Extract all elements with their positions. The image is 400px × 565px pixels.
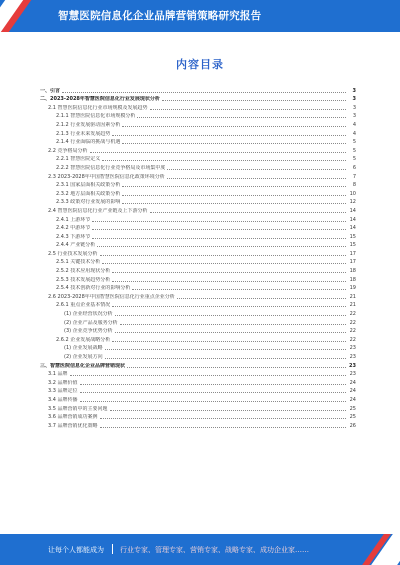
toc-entry[interactable] xyxy=(40,111,356,120)
toc-leader-dots xyxy=(132,289,346,290)
toc-leader-dots xyxy=(120,324,346,325)
toc-leader-dots xyxy=(167,169,346,170)
toc-leader-dots xyxy=(112,135,346,136)
toc-leader-dots xyxy=(150,212,346,213)
toc-entry-title: 二、2023-2028年智慧医院信息化行业发展现状分析 xyxy=(40,96,160,103)
toc-heading: 内容目录 xyxy=(176,58,224,71)
toc-entry[interactable] xyxy=(40,317,356,326)
toc-entry-title: 2.6 2023-2028年中国智慧医院信息化行业重点企业分析 xyxy=(48,293,175,300)
toc-leader-dots xyxy=(102,263,346,264)
toc-leader-dots xyxy=(92,238,346,239)
toc-entry-title: (1) 企业发展战略 xyxy=(64,345,103,352)
toc-entry[interactable] xyxy=(40,119,356,128)
toc-entry[interactable] xyxy=(40,205,356,214)
toc-entry-title: 2.4.1 上游环节 xyxy=(56,216,91,223)
toc-leader-dots xyxy=(122,186,346,187)
toc-entry-title: 2.5.1 关键技术分析 xyxy=(56,259,101,266)
toc-entry[interactable] xyxy=(40,248,356,257)
toc-leader-dots xyxy=(105,349,346,350)
toc-page-number: 3 xyxy=(352,87,356,94)
toc-entry[interactable] xyxy=(40,85,356,94)
toc-leader-dots xyxy=(92,229,346,230)
toc-entry[interactable] xyxy=(40,128,356,137)
toc-page-number: 10 xyxy=(349,190,356,197)
toc-entry-title: 2.5.3 技术发展趋势分析 xyxy=(56,276,111,283)
toc-leader-dots xyxy=(177,298,346,299)
toc-leader-dots xyxy=(137,117,346,118)
toc-leader-dots xyxy=(80,384,346,385)
toc-entry-title: 2.6.2 企业发展战略分析 xyxy=(56,336,111,343)
toc-entry-title: 2.6.1 重点企业基本情况 xyxy=(56,302,111,309)
toc-leader-dots xyxy=(100,255,346,256)
toc-entry-title: 3.6 品牌营销成功案例 xyxy=(48,414,98,421)
toc-page-number: 6 xyxy=(352,164,356,171)
toc-entry-title: 2.3.2 地方层面相关政策分析 xyxy=(56,190,121,197)
toc-entry-title: 2.4.3 下游环节 xyxy=(56,233,91,240)
toc-entry[interactable] xyxy=(40,231,356,240)
toc-entry-title: 2.4.2 中游环节 xyxy=(56,225,91,232)
toc-entry-title: 2.4.4 产业链分析 xyxy=(56,242,96,249)
toc-leader-dots xyxy=(100,427,346,428)
toc-entry-title: 3.4 品牌传播 xyxy=(48,396,78,403)
toc-entry-title: 2.1.3 行业未来发展趋势 xyxy=(56,130,111,137)
toc-leader-dots xyxy=(70,375,346,376)
toc-entry-title: 2.1.1 智慧医院信息化市场规模分析 xyxy=(56,113,136,120)
toc-page-number: 3 xyxy=(352,104,356,111)
toc-page-number: 21 xyxy=(349,293,356,300)
footer-roles: 行业专家、管理专家、营销专家、战略专家、成功企业家…… xyxy=(120,546,309,554)
toc-page-number: 23 xyxy=(349,362,356,369)
toc-page-number: 14 xyxy=(349,207,356,214)
toc-entry-title: 2.2.2 智慧医院信息化行业竞争格局及市场集中度 xyxy=(56,164,166,171)
report-header xyxy=(0,0,400,32)
toc-leader-dots xyxy=(105,358,346,359)
toc-page-number: 15 xyxy=(349,233,356,240)
toc-entry[interactable] xyxy=(40,240,356,249)
toc-leader-dots xyxy=(112,281,346,282)
toc-entry-title: 2.3 2023-2028年中国智慧医院信息化政策环境分析 xyxy=(48,173,165,180)
toc-entry[interactable] xyxy=(40,102,356,111)
toc-page-number: 22 xyxy=(349,311,356,318)
toc-entry-title: 2.2 竞争格局分析 xyxy=(48,147,88,154)
toc-page-number: 7 xyxy=(352,173,356,180)
toc-leader-dots xyxy=(122,203,346,204)
toc-entry[interactable] xyxy=(40,351,356,360)
toc-page-number: 19 xyxy=(349,285,356,292)
toc-entry[interactable] xyxy=(40,274,356,283)
toc-page-number: 22 xyxy=(349,319,356,326)
toc-entry[interactable] xyxy=(40,257,356,266)
toc-page-number: 26 xyxy=(349,422,356,429)
toc-entry[interactable] xyxy=(40,369,356,378)
toc-leader-dots xyxy=(110,410,346,411)
toc-leader-dots xyxy=(62,92,346,93)
toc-entry-title: 2.5.2 技术应用现状分析 xyxy=(56,268,111,275)
toc-entry-title: 2.1 智慧医院信息化行业市场规模及发展趋势 xyxy=(48,104,148,111)
toc-entry-title: 2.1.4 行业面临的挑战与机遇 xyxy=(56,139,121,146)
report-footer xyxy=(0,534,400,565)
toc-entry[interactable] xyxy=(40,154,356,163)
toc-page-number: 24 xyxy=(349,388,356,395)
toc-entry-title: 2.4 智慧医院信息化行业产业链及上下游分析 xyxy=(48,207,148,214)
toc-page-number: 22 xyxy=(349,336,356,343)
toc-leader-dots xyxy=(80,401,346,402)
toc-entry[interactable] xyxy=(40,308,356,317)
toc-entry[interactable] xyxy=(40,394,356,403)
toc-page-number: 15 xyxy=(349,242,356,249)
toc-entry-title: 3.3 品牌定位 xyxy=(48,388,78,395)
toc-leader-dots xyxy=(92,221,346,222)
toc-leader-dots xyxy=(122,126,346,127)
toc-entry[interactable] xyxy=(40,145,356,154)
toc-entry[interactable] xyxy=(40,386,356,395)
toc-entry[interactable] xyxy=(40,334,356,343)
toc-entry[interactable] xyxy=(40,197,356,206)
toc-leader-dots xyxy=(115,315,346,316)
toc-page-number: 17 xyxy=(349,250,356,257)
toc-page-number: 5 xyxy=(352,139,356,146)
toc-page-number: 3 xyxy=(352,113,356,120)
toc-entry[interactable] xyxy=(40,377,356,386)
toc-entry-title: 2.3.3 政策对行业发展的影响 xyxy=(56,199,121,206)
toc-entry[interactable] xyxy=(40,420,356,429)
toc-page-number: 14 xyxy=(349,216,356,223)
table-of-contents xyxy=(40,85,356,429)
toc-entry-title: 2.1.2 行业发展驱动因素分析 xyxy=(56,121,121,128)
toc-page-number: 24 xyxy=(349,396,356,403)
footer-slogan: 让每个人都能成为 xyxy=(48,546,104,554)
toc-leader-dots xyxy=(102,160,346,161)
toc-entry[interactable] xyxy=(40,300,356,309)
toc-entry[interactable] xyxy=(40,180,356,189)
toc-entry-title: 3.1 品牌 xyxy=(48,371,68,378)
toc-leader-dots xyxy=(80,392,346,393)
toc-entry[interactable] xyxy=(40,403,356,412)
toc-entry[interactable] xyxy=(40,188,356,197)
toc-entry-title: (1) 企业经营状况分析 xyxy=(64,311,113,318)
toc-entry[interactable] xyxy=(40,214,356,223)
toc-page-number: 5 xyxy=(352,156,356,163)
toc-entry-title: 3.7 品牌营销优化策略 xyxy=(48,422,98,429)
toc-page-number: 24 xyxy=(349,379,356,386)
toc-entry[interactable] xyxy=(40,94,356,103)
toc-leader-dots xyxy=(97,246,346,247)
toc-entry[interactable] xyxy=(40,162,356,171)
toc-page-number: 17 xyxy=(349,259,356,266)
toc-entry-title: (2) 企业产品及服务分析 xyxy=(64,319,118,326)
toc-leader-dots xyxy=(122,143,346,144)
toc-entry-title: 一、引言 xyxy=(40,87,61,94)
toc-page-number: 5 xyxy=(352,147,356,154)
toc-page-number: 21 xyxy=(349,302,356,309)
toc-entry[interactable] xyxy=(40,171,356,180)
toc-leader-dots xyxy=(112,306,346,307)
toc-entry[interactable] xyxy=(40,223,356,232)
toc-entry[interactable] xyxy=(40,137,356,146)
toc-entry-title: (3) 企业竞争优势分析 xyxy=(64,328,113,335)
toc-page-number: 23 xyxy=(349,354,356,360)
toc-entry[interactable] xyxy=(40,283,356,292)
toc-page-number: 18 xyxy=(349,268,356,275)
toc-page-number: 25 xyxy=(349,405,356,412)
toc-page-number: 23 xyxy=(349,345,356,352)
report-title: 智慧医院信息化企业品牌营销策略研究报告 xyxy=(58,10,262,22)
toc-entry[interactable] xyxy=(40,291,356,300)
toc-entry[interactable] xyxy=(40,343,356,352)
toc-page-number: 25 xyxy=(349,414,356,421)
toc-page-number: 23 xyxy=(349,371,356,378)
toc-leader-dots xyxy=(122,195,346,196)
toc-page-number: 12 xyxy=(349,199,356,206)
toc-leader-dots xyxy=(115,332,346,333)
toc-page-number: 4 xyxy=(352,121,356,128)
toc-entry-title: 3.5 品牌营销中的主要问题 xyxy=(48,405,108,412)
toc-leader-dots xyxy=(100,418,346,419)
toc-entry-title: 2.5.4 技术创新对行业的影响分析 xyxy=(56,285,131,292)
toc-entry[interactable] xyxy=(40,412,356,421)
toc-entry[interactable] xyxy=(40,360,356,369)
toc-page-number: 18 xyxy=(349,276,356,283)
toc-page-number: 22 xyxy=(349,328,356,335)
toc-entry[interactable] xyxy=(40,326,356,335)
toc-leader-dots xyxy=(112,341,346,342)
toc-entry[interactable] xyxy=(40,265,356,274)
toc-page-number: 8 xyxy=(352,182,356,189)
toc-leader-dots xyxy=(150,109,346,110)
toc-leader-dots xyxy=(162,100,346,101)
toc-leader-dots xyxy=(127,367,346,368)
toc-entry-title: 3.2 品牌价值 xyxy=(48,379,78,386)
toc-entry-title: 2.3.1 国家层面相关政策分析 xyxy=(56,182,121,189)
toc-leader-dots xyxy=(112,272,346,273)
toc-entry-title: (2) 企业发展方向 xyxy=(64,354,103,360)
toc-page-number: 3 xyxy=(352,96,356,103)
toc-leader-dots xyxy=(90,152,346,153)
toc-entry-title: 2.2.1 智慧医院定义 xyxy=(56,156,101,163)
toc-entry-title: 2.5 行业技术发展分析 xyxy=(48,250,98,257)
toc-entry-title: 三、智慧医院信息化企业品牌营销现状 xyxy=(40,362,126,369)
toc-page-number: 14 xyxy=(349,225,356,232)
toc-leader-dots xyxy=(167,178,346,179)
footer-divider xyxy=(112,544,113,554)
toc-page-number: 4 xyxy=(352,130,356,137)
